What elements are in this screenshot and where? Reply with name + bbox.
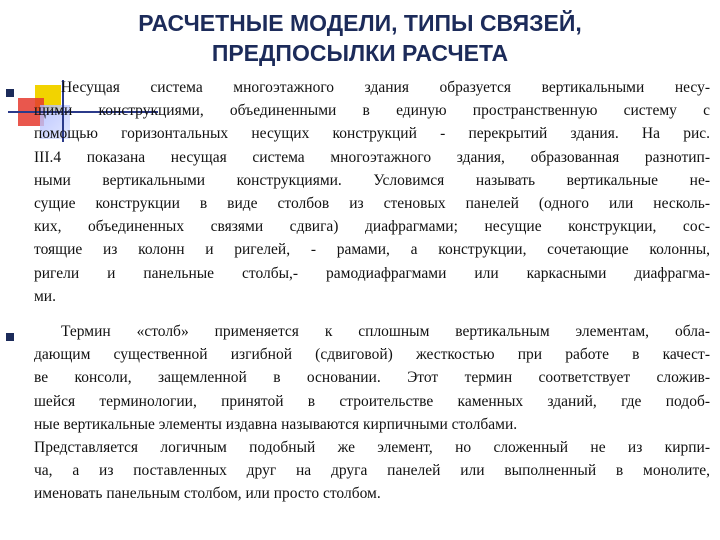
paragraph-line: ными вертикальными конструкциями. Условимся называть вертикальные не- — [34, 171, 710, 189]
paragraph-line: Несущая система многоэтажного здания образуется вертикальными несу- — [61, 79, 710, 96]
paragraph-line: ми. — [34, 287, 56, 305]
title-line-2: ПРЕДПОСЫЛКИ РАСЧЕТА — [211, 40, 509, 66]
paragraph-line: ве консоли, защемленной в основании. Этот термин соответствует сложив- — [34, 369, 710, 387]
paragraph-line: III.4 показана несущая система многоэтажного здания, образованная разнотип- — [34, 148, 710, 166]
paragraph-line: сущие конструкции в виде столбов из стеновых панелей (одного или несколь- — [34, 195, 710, 213]
paragraph-line: Представляется логичным подобный же элемент, но сложенный не из кирпи- — [34, 439, 710, 457]
paragraph-line: ких, объединенных связями сдвига) диафрагмами; несущие конструкции, сос- — [34, 218, 710, 236]
paragraph-line: тоящие из колонн и ригелей, - рамами, а конструкции, сочетающие колонны, — [34, 241, 710, 259]
paragraph-line: помощью горизонтальных несущих конструкций - перекрытий здания. На рис. — [34, 125, 710, 143]
paragraph-line: ча, а из поставленных друг на друга панелей или выполненный в монолите, — [34, 462, 710, 480]
paragraph-line: именовать панельным столбом, или просто столбом. — [34, 485, 381, 503]
paragraph-line: ные вертикальные элементы издавна называются кирпичными столбами. — [34, 415, 518, 433]
paragraph-line: Термин «столб» применяется к сплошным вертикальным элементам, обла- — [61, 323, 710, 340]
title-line-1: РАСЧЕТНЫЕ МОДЕЛИ, ТИПЫ СВЯЗЕЙ, — [138, 10, 582, 36]
paragraph-2 — [34, 320, 710, 506]
paragraph-line: щими конструкциями, объединенными в единую пространственную систему с — [34, 102, 710, 120]
paragraph-1 — [34, 76, 710, 308]
slide-title — [60, 8, 660, 68]
paragraph-line: шейся терминологии, принятой в строительстве каменных зданий, где подоб- — [34, 392, 710, 410]
paragraph-line: дающим существенной изгибной (сдвиговой) жесткостью при работе в качест- — [34, 346, 710, 364]
paragraph-line: ригели и панельные столбы,- рамодиафрагмами или каркасными диафрагма- — [34, 264, 710, 282]
bullet-marker-1 — [6, 89, 14, 97]
bullet-marker-2 — [6, 333, 14, 341]
